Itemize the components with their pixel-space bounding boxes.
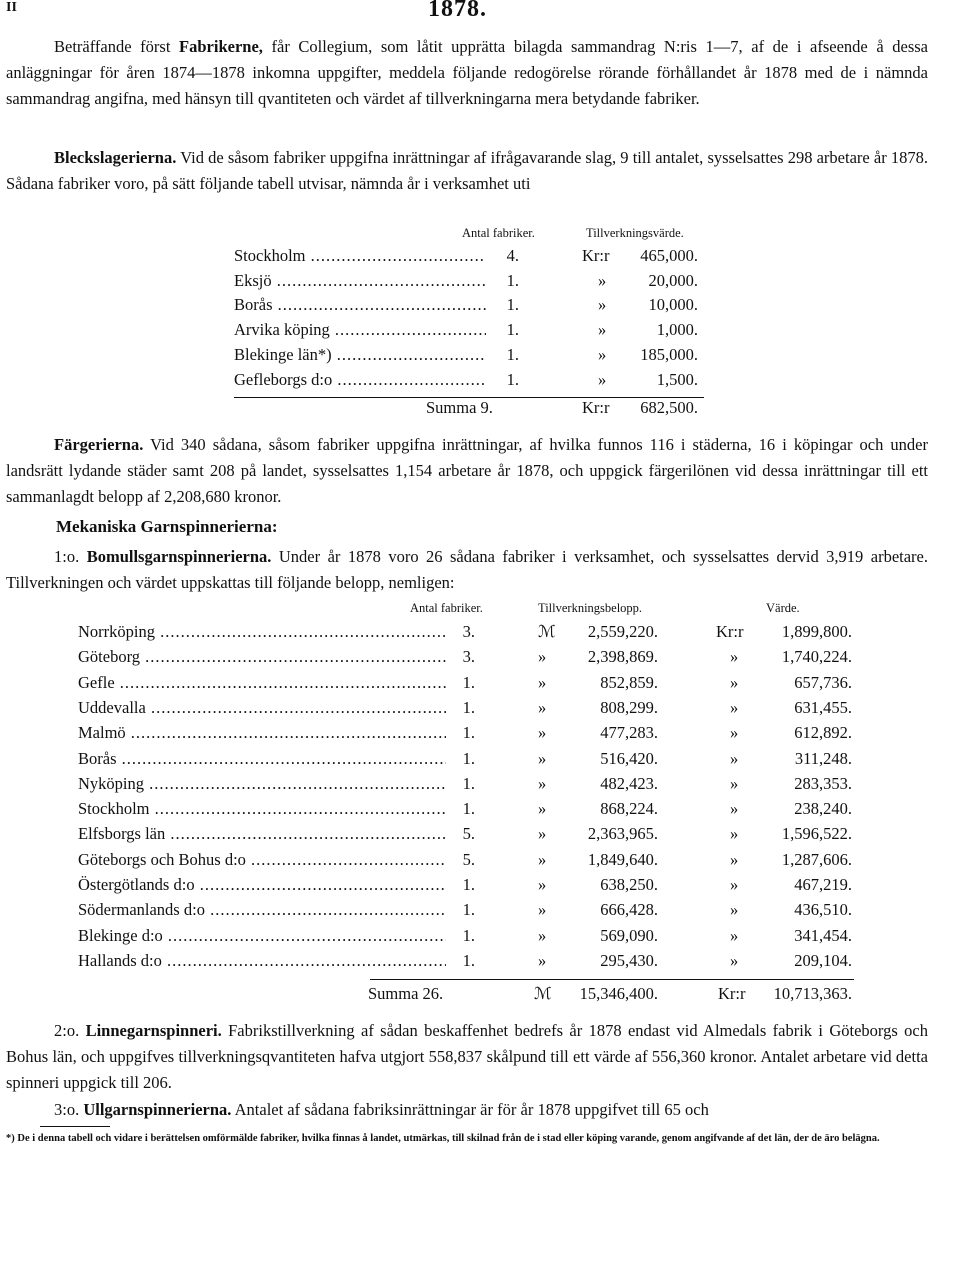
row-place-name: Uddevalla .....: [78, 696, 470, 720]
row-prod-symbol: »: [538, 875, 547, 894]
row-count: 1.: [446, 898, 475, 922]
ull-title: Ullgarnspinnerierna.: [83, 1100, 232, 1119]
table-row: [78, 949, 858, 973]
bomull-sum-label: Summa 26.: [368, 984, 444, 1003]
row-prod-symbol: »: [538, 647, 547, 667]
footnote-rule: [40, 1126, 110, 1127]
row-place-name: Norrköping .....: [78, 620, 470, 644]
row-value-symbol: »: [730, 748, 739, 768]
row-count: 3.: [446, 645, 475, 669]
row-value: 283,353.: [794, 773, 852, 793]
row-count: 1.: [486, 343, 519, 367]
row-value: 185,000.: [640, 344, 698, 364]
bomull-num: 1:o.: [54, 547, 80, 566]
row-place-name: Stockholm .....: [234, 244, 514, 268]
table-row: [78, 645, 858, 669]
row-currency-symbol: »: [598, 344, 607, 364]
linne-num: 2:o.: [54, 1021, 80, 1040]
farg-paragraph: [6, 432, 928, 509]
bleck-sum-value: 682,500.: [640, 398, 698, 417]
row-value-symbol: »: [730, 900, 739, 920]
row-prod-symbol: »: [538, 950, 547, 970]
bomull-col-value: Värde.: [766, 601, 800, 615]
row-prod-symbol: »: [538, 925, 547, 945]
row-prod-value: 638,250.: [600, 875, 658, 894]
row-prod-value: 516,420.: [600, 748, 658, 768]
footnote: *) De i denna tabell och vidare i berättelsen omförmälde fabriker, hvilka finnas å landet, utmärkas, till skilnad från de i stad eller köping varande, genom angifvande af det län, der de äro belägna.: [6, 1133, 880, 1144]
row-value: 209,104.: [794, 950, 852, 970]
mek-heading: Mekaniska Garnspinnerierna:: [56, 517, 278, 536]
row-value: 341,454.: [794, 925, 852, 945]
row-value: 1,000.: [656, 320, 698, 340]
row-place-name: Elfsborgs län .....: [78, 822, 470, 846]
row-place-name: Nyköping .....: [78, 772, 470, 796]
table-row: [234, 244, 704, 268]
row-count: 1.: [446, 924, 475, 948]
row-currency-symbol: Kr:r: [582, 246, 610, 265]
row-prod-value: 1,849,640.: [587, 849, 658, 869]
row-place-name: Södermanlands d:o .....: [78, 898, 470, 922]
intro-paragraph: [6, 34, 928, 111]
row-prod-value: 666,428.: [600, 900, 658, 920]
row-prod-symbol: ℳ: [538, 622, 556, 641]
row-place-name: Borås .....: [78, 747, 470, 771]
row-value: 436,510.: [794, 900, 852, 920]
row-count: 1.: [446, 772, 475, 796]
bleck-paragraph: [6, 145, 928, 197]
table-row: [234, 269, 704, 293]
row-prod-symbol: »: [538, 900, 547, 920]
row-count: 1.: [446, 949, 475, 973]
row-count: 4.: [486, 244, 519, 268]
row-prod-value: 2,559,220.: [587, 622, 658, 641]
row-value: 612,892.: [794, 723, 852, 743]
row-count: 1.: [486, 293, 519, 317]
row-currency-symbol: »: [598, 295, 607, 315]
bomull-col-prod: Tillverkningsbelopp.: [538, 601, 643, 615]
row-count: 1.: [446, 696, 475, 720]
table-row: [78, 797, 858, 821]
row-prod-symbol: »: [538, 849, 547, 869]
row-count: 1.: [446, 747, 475, 771]
row-value-symbol: »: [730, 799, 739, 819]
table-row: [78, 924, 858, 948]
row-place-name: Östergötlands d:o .....: [78, 873, 470, 897]
row-place-name: Gefleborgs d:o .....: [234, 368, 514, 392]
bomull-sum-prod-symbol: ℳ: [534, 984, 552, 1003]
row-place-name: Eksjö .....: [234, 269, 514, 293]
page-year-header: 1878.: [428, 0, 487, 22]
row-prod-symbol: »: [538, 697, 547, 717]
row-count: 1.: [446, 671, 475, 695]
bomull-title: Bomullsgarnspinnerierna.: [86, 547, 272, 566]
bleck-title: Bleckslagerierna.: [54, 148, 177, 167]
table-row: [78, 671, 858, 695]
row-value-symbol: »: [730, 950, 739, 970]
row-value: 465,000.: [640, 246, 698, 265]
row-prod-value: 482,423.: [600, 773, 658, 793]
row-value: 1,500.: [656, 369, 698, 389]
ull-paragraph: [6, 1097, 928, 1123]
table-row: [78, 822, 858, 846]
row-count: 1.: [486, 318, 519, 342]
row-place-name: Arvika köping .....: [234, 318, 514, 342]
row-value: 1,287,606.: [781, 849, 852, 869]
farg-text: Vid 340 sådana, såsom fabriker uppgifna inrättningar, af hvilka funnos 116 i städerna, 16 i köpingar och under landsrätt lydande städer samt 208 på landet, sysselsattes 1,154 arbetare år 1878, och uppgick färgerilönen vid dessa inrättningar till ett sammanlagdt belopp af 2,208,680 kronor.: [6, 435, 928, 506]
row-place-name: Stockholm .....: [78, 797, 470, 821]
linne-paragraph: [6, 1018, 928, 1095]
row-prod-symbol: »: [538, 748, 547, 768]
row-count: 1.: [446, 797, 475, 821]
row-value-symbol: »: [730, 672, 739, 692]
row-prod-symbol: »: [538, 672, 547, 692]
ull-num: 3:o.: [54, 1100, 80, 1119]
row-value: 1,740,224.: [781, 647, 852, 667]
row-value-symbol: »: [730, 773, 739, 793]
intro-text-b: får Collegium, som låtit upprätta bilagda sammandrag N:ris 1—7, af de i afseende å dessa anläggningar för åren 1874—1878 inkomna uppgifter, meddela följande redogörelse rörande förhållandet år 1878 med de i nämnda sammandrag angifna, med hänsyn till qvantiteten och värdet af tillverkningarna mera betydande fabriker.: [6, 37, 928, 108]
row-prod-symbol: »: [538, 824, 547, 844]
row-value: 631,455.: [794, 697, 852, 717]
row-place-name: Göteborgs och Bohus d:o .....: [78, 848, 470, 872]
table-row: [234, 368, 704, 392]
row-value-symbol: »: [730, 824, 739, 844]
bomull-sum-rule: [370, 979, 854, 980]
row-place-name: Gefle .....: [78, 671, 470, 695]
row-count: 5.: [446, 848, 475, 872]
row-place-name: Malmö .....: [78, 721, 470, 745]
row-value: 1,596,522.: [781, 824, 852, 844]
row-prod-value: 852,859.: [600, 672, 658, 692]
row-prod-value: 295,430.: [600, 950, 658, 970]
row-value: 311,248.: [794, 748, 852, 768]
row-place-name: Blekinge d:o .....: [78, 924, 470, 948]
bomull-sum-prod: 15,346,400.: [579, 984, 658, 1003]
farg-title: Färgerierna.: [54, 435, 144, 454]
ull-text: Antalet af sådana fabriksinrättningar är för år 1878 uppgifvet till 65 och: [231, 1100, 709, 1119]
page-number: II: [6, 0, 17, 15]
bleck-sum-label: Summa 9.: [426, 398, 493, 417]
row-currency-symbol: »: [598, 320, 607, 340]
table-row: [78, 747, 858, 771]
row-place-name: Borås .....: [234, 293, 514, 317]
row-count: 1.: [446, 721, 475, 745]
row-prod-symbol: »: [538, 723, 547, 743]
row-value-symbol: »: [730, 925, 739, 945]
row-count: 5.: [446, 822, 475, 846]
row-value: 657,736.: [794, 672, 852, 692]
table-row: [234, 318, 704, 342]
table-row: [78, 772, 858, 796]
row-value: 1,899,800.: [781, 622, 852, 641]
bleck-col-value: Tillverkningsvärde.: [586, 226, 684, 240]
row-prod-value: 2,398,869.: [587, 647, 658, 667]
linne-title: Linnegarnspinneri.: [85, 1021, 222, 1040]
row-value: 10,000.: [648, 295, 698, 315]
bleck-col-count: Antal fabriker.: [462, 226, 535, 240]
row-count: 3.: [446, 620, 475, 644]
row-value-symbol: »: [730, 647, 739, 667]
bleck-sum-symbol: Kr:r: [582, 398, 610, 417]
table-row: [78, 620, 858, 644]
row-prod-value: 569,090.: [600, 925, 658, 945]
row-count: 1.: [486, 368, 519, 392]
row-value-symbol: Kr:r: [716, 622, 744, 641]
table-row: [78, 696, 858, 720]
row-value: 20,000.: [648, 270, 698, 290]
table-row: [78, 898, 858, 922]
table-row: [78, 721, 858, 745]
row-count: 1.: [486, 269, 519, 293]
table-row: [78, 873, 858, 897]
row-value-symbol: »: [730, 723, 739, 743]
row-prod-value: 477,283.: [600, 723, 658, 743]
row-value-symbol: »: [730, 697, 739, 717]
row-prod-value: 808,299.: [600, 697, 658, 717]
row-prod-value: 868,224.: [600, 799, 658, 819]
bomull-sum-value-symbol: Kr:r: [718, 984, 746, 1003]
bomull-paragraph: [6, 544, 928, 596]
table-row: [234, 343, 704, 367]
bomull-text: Under år 1878 voro 26 sådana fabriker i verksamhet, och sysselsattes dervid 3,919 arbetare. Tillverkningen och värdet uppskattas till följande belopp, nemligen:: [6, 547, 929, 592]
row-place-name: Hallands d:o .....: [78, 949, 470, 973]
row-prod-symbol: »: [538, 799, 547, 819]
row-value-symbol: »: [730, 849, 739, 869]
intro-text-a: Beträffande först: [54, 37, 180, 56]
bomull-col-count: Antal fabriker.: [410, 601, 483, 615]
bleck-text: Vid de såsom fabriker uppgifna inrättningar af ifrågavarande slag, 9 till antalet, sysselsattes 298 arbetare år 1878. Sådana fabriker voro, på sätt följande tabell utvisar, nämnda år i verksamhet uti: [6, 148, 928, 193]
row-currency-symbol: »: [598, 270, 607, 290]
row-value: 238,240.: [794, 799, 852, 819]
row-value: 467,219.: [794, 875, 852, 894]
row-place-name: Göteborg .....: [78, 645, 470, 669]
row-count: 1.: [446, 873, 475, 897]
bomull-sum-value: 10,713,363.: [773, 984, 852, 1003]
row-currency-symbol: »: [598, 369, 607, 389]
row-place-name: Blekinge län*) .....: [234, 343, 514, 367]
row-value-symbol: »: [730, 875, 739, 894]
table-row: [78, 848, 858, 872]
row-prod-value: 2,363,965.: [587, 824, 658, 844]
table-row: [234, 293, 704, 317]
linne-text: Fabrikstillverkning af sådan beskaffenhet bedrefs år 1878 endast vid Almedals fabrik i Göteborgs och Bohus län, och uppgifves tillverkningsqvantiteten hafva utgjort 558,837 skålpund till ett värde af 556,360 kronor. Antalet arbetare vid detta spinneri uppgick till 206.: [6, 1021, 928, 1092]
intro-bold-fabrikerne: Fabrikerne,: [179, 37, 263, 56]
row-prod-symbol: »: [538, 773, 547, 793]
